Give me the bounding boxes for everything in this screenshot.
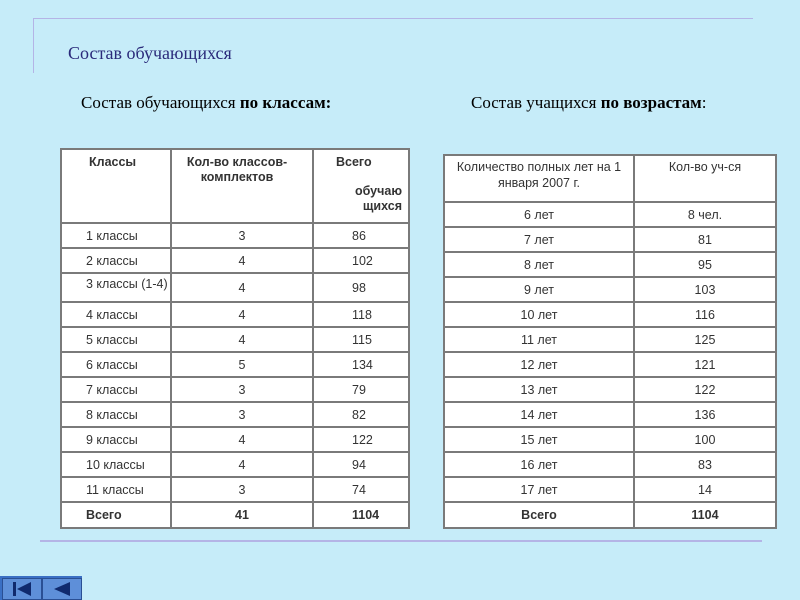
students-cell: 102 <box>313 248 409 273</box>
table-row <box>61 352 409 377</box>
first-slide-icon <box>11 581 33 597</box>
table-row <box>61 427 409 452</box>
frame-line-top <box>33 18 753 19</box>
age-cell: 15 лет <box>444 427 634 452</box>
count-cell: 83 <box>634 452 776 477</box>
header-class-sets: Кол-во классов-комплектов <box>171 149 313 223</box>
count-cell: 116 <box>634 302 776 327</box>
slide-title: Состав обучающихся <box>68 43 232 63</box>
table-row <box>444 402 776 427</box>
students-cell: 82 <box>313 402 409 427</box>
classes-table <box>60 148 410 529</box>
age-cell: 17 лет <box>444 477 634 502</box>
students-cell: 98 <box>313 273 409 302</box>
count-cell: 95 <box>634 252 776 277</box>
table-row <box>444 227 776 252</box>
class-name-cell: 3 классы (1-4) <box>61 273 171 302</box>
previous-slide-button[interactable] <box>42 578 82 600</box>
class-name-cell: 9 классы <box>61 427 171 452</box>
first-slide-button[interactable] <box>2 578 42 600</box>
total-class-sets: 41 <box>171 502 313 528</box>
students-cell: 94 <box>313 452 409 477</box>
total-label: Всего <box>61 502 171 528</box>
students-cell: 115 <box>313 327 409 352</box>
table-row <box>61 452 409 477</box>
count-cell: 81 <box>634 227 776 252</box>
right-subtitle: Состав учащихся по возрастам: <box>471 93 707 112</box>
header-total-students: Всего обучаю щихся <box>313 149 409 223</box>
table-row <box>61 248 409 273</box>
count-cell: 125 <box>634 327 776 352</box>
table-row <box>61 327 409 352</box>
class-name-cell: 4 классы <box>61 302 171 327</box>
table-row <box>444 277 776 302</box>
class-name-cell: 5 классы <box>61 327 171 352</box>
left-subtitle: Состав обучающихся по классам: <box>81 93 332 112</box>
age-cell: 7 лет <box>444 227 634 252</box>
total-row <box>61 502 409 528</box>
class-name-cell: 1 классы <box>61 223 171 248</box>
table-row <box>444 452 776 477</box>
slide-navigation <box>0 576 82 600</box>
class-sets-cell: 4 <box>171 248 313 273</box>
total-count: 1104 <box>634 502 776 528</box>
count-cell: 122 <box>634 377 776 402</box>
table-row <box>444 327 776 352</box>
table-row <box>61 223 409 248</box>
header-classes: Классы <box>61 149 171 223</box>
table-row <box>444 377 776 402</box>
count-cell: 136 <box>634 402 776 427</box>
table-row <box>444 252 776 277</box>
total-students: 1104 <box>313 502 409 528</box>
class-sets-cell: 3 <box>171 223 313 248</box>
table-row <box>444 302 776 327</box>
class-name-cell: 11 классы <box>61 477 171 502</box>
table-row <box>61 377 409 402</box>
class-name-cell: 6 классы <box>61 352 171 377</box>
table-row <box>61 273 409 302</box>
class-name-cell: 2 классы <box>61 248 171 273</box>
count-cell: 8 чел. <box>634 202 776 227</box>
class-name-cell: 7 классы <box>61 377 171 402</box>
table-row <box>61 302 409 327</box>
total-label: Всего <box>444 502 634 528</box>
age-cell: 14 лет <box>444 402 634 427</box>
total-row <box>444 502 776 528</box>
table-row <box>61 402 409 427</box>
table-row <box>444 352 776 377</box>
class-sets-cell: 4 <box>171 302 313 327</box>
age-cell: 12 лет <box>444 352 634 377</box>
class-sets-cell: 4 <box>171 427 313 452</box>
class-sets-cell: 4 <box>171 273 313 302</box>
count-cell: 100 <box>634 427 776 452</box>
class-sets-cell: 4 <box>171 452 313 477</box>
table-row <box>61 477 409 502</box>
class-sets-cell: 4 <box>171 327 313 352</box>
students-cell: 118 <box>313 302 409 327</box>
count-cell: 103 <box>634 277 776 302</box>
age-cell: 8 лет <box>444 252 634 277</box>
class-name-cell: 10 классы <box>61 452 171 477</box>
age-cell: 16 лет <box>444 452 634 477</box>
students-cell: 122 <box>313 427 409 452</box>
age-cell: 11 лет <box>444 327 634 352</box>
class-sets-cell: 3 <box>171 402 313 427</box>
class-sets-cell: 3 <box>171 377 313 402</box>
table-row <box>444 427 776 452</box>
count-cell: 14 <box>634 477 776 502</box>
table-row <box>444 202 776 227</box>
age-cell: 6 лет <box>444 202 634 227</box>
students-cell: 86 <box>313 223 409 248</box>
class-sets-cell: 3 <box>171 477 313 502</box>
class-sets-cell: 5 <box>171 352 313 377</box>
header-student-count: Кол-во уч-ся <box>634 155 776 202</box>
students-cell: 79 <box>313 377 409 402</box>
previous-slide-icon <box>51 581 73 597</box>
header-age: Количество полных лет на 1 января 2007 г. <box>444 155 634 202</box>
ages-table <box>443 154 777 529</box>
age-cell: 10 лет <box>444 302 634 327</box>
class-name-cell: 8 классы <box>61 402 171 427</box>
age-cell: 9 лет <box>444 277 634 302</box>
frame-line-bottom <box>40 540 762 542</box>
frame-line-left <box>33 18 34 73</box>
count-cell: 121 <box>634 352 776 377</box>
students-cell: 134 <box>313 352 409 377</box>
age-cell: 13 лет <box>444 377 634 402</box>
table-row <box>444 477 776 502</box>
students-cell: 74 <box>313 477 409 502</box>
